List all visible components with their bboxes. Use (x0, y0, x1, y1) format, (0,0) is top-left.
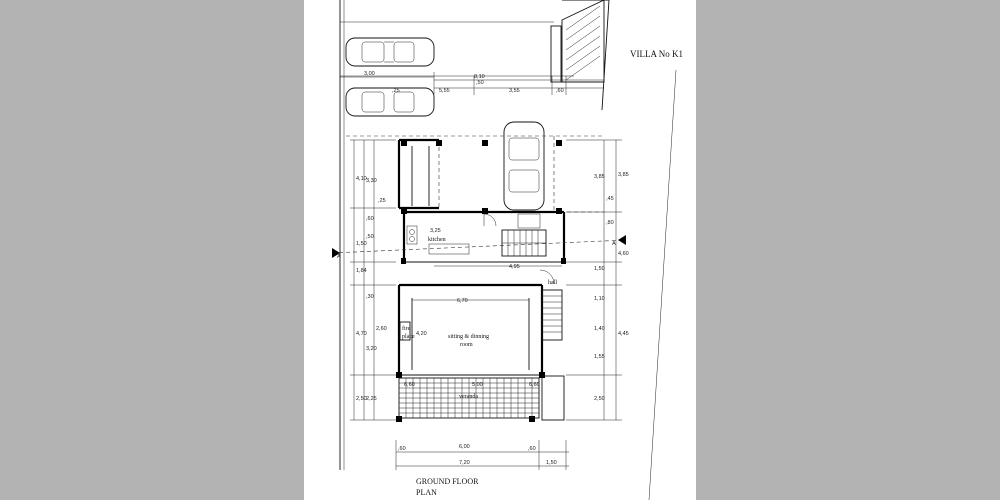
section-marker-left: A (337, 254, 341, 260)
section-line (332, 235, 626, 260)
room-sitting-1: sitting & dinning (448, 334, 490, 340)
dim-right-outer-0: 3,85 (618, 172, 629, 178)
dim-interior-0: 3,25 (430, 228, 441, 234)
dim-right-inner-1: ,45 (606, 196, 614, 202)
staircase (502, 214, 546, 256)
dim-top-6: ,60 (556, 88, 564, 94)
dim-left-outer-1: 1,50 (356, 241, 367, 247)
dim-interior-4: 6,60 (404, 382, 415, 388)
dim-right-inner-5: 1,40 (594, 326, 605, 332)
dim-bottom-1: 1,50 (546, 460, 557, 466)
dim-left-inner-2: ,60 (366, 216, 374, 222)
dim-interior-7: 6,00 (459, 444, 470, 450)
dim-top-3: ,25 (392, 88, 400, 94)
dim-left-inner-4: ,30 (366, 294, 374, 300)
dim-left-inner-5: 2,60 (376, 326, 387, 332)
car-1 (346, 38, 434, 66)
entrance-gate (551, 0, 604, 82)
top-dimensions (340, 71, 604, 95)
car-garage (504, 122, 544, 210)
right-dimensions (566, 140, 629, 420)
floor-plan-drawing (304, 0, 696, 500)
room-sitting-2: room (460, 342, 473, 348)
plan-label-line1: GROUND FLOOR (416, 477, 479, 486)
plan-label-line2: PLAN (416, 488, 437, 497)
dim-interior-6: 5,00 (472, 382, 483, 388)
dim-interior-1: 4,95 (509, 264, 520, 270)
dim-right-inner-2: ,80 (606, 220, 614, 226)
dim-left-inner-0: 3,30 (366, 178, 377, 184)
dim-left-inner-6: 2,25 (366, 396, 377, 402)
dim-left-inner-1: ,25 (378, 198, 386, 204)
room-labels (402, 237, 557, 400)
structural-columns (396, 140, 566, 422)
dim-left-outer-3: 4,70 (356, 331, 367, 337)
dim-right-inner-4: 1,10 (594, 296, 605, 302)
dim-left-outer-5: 2,50 (356, 396, 367, 402)
dim-top-5: 3,55 (509, 88, 520, 94)
dim-bottom-3: ,60 (528, 446, 536, 452)
dim-right-outer-1: 4,60 (618, 251, 629, 257)
dim-left-outer-2: 1,84 (356, 268, 367, 274)
drawing-sheet (304, 0, 696, 500)
dim-interior-2: 6,70 (457, 298, 468, 304)
dim-bottom-2: ,60 (398, 446, 406, 452)
dim-left-outer-4: 3,20 (366, 346, 377, 352)
dim-left-inner-3: ,50 (366, 234, 374, 240)
dim-interior-3: 4,20 (416, 331, 427, 337)
dim-top-2: ,50 (476, 80, 484, 86)
room-veranda: veranda (459, 394, 478, 400)
dim-right-inner-6: 1,55 (594, 354, 605, 360)
room-fire-place-1: fire (402, 326, 411, 332)
section-marker-right: A (612, 241, 616, 247)
dim-top-0: 3,00 (364, 71, 375, 77)
dim-bottom-0: 7,20 (459, 460, 470, 466)
dim-top-4: 5,55 (439, 88, 450, 94)
dim-top-1: 8,10 (474, 74, 485, 80)
dim-interior-5: 6,60 (529, 382, 540, 388)
dim-right-inner-0: 3,85 (594, 174, 605, 180)
room-hall: hall (548, 280, 557, 286)
dim-right-inner-3: 1,50 (594, 266, 605, 272)
dim-right-inner-7: 2,50 (594, 396, 605, 402)
car-2 (346, 88, 434, 116)
room-fire-place-2: place (402, 334, 415, 340)
villa-title: VILLA No K1 (630, 49, 683, 59)
left-dimensions (350, 140, 396, 420)
dim-left-outer-0: 4,10 (356, 176, 367, 182)
room-kitchen: kitchen (428, 237, 446, 243)
dim-right-outer-2: 4,45 (618, 331, 629, 337)
bottom-dimensions (396, 440, 569, 470)
